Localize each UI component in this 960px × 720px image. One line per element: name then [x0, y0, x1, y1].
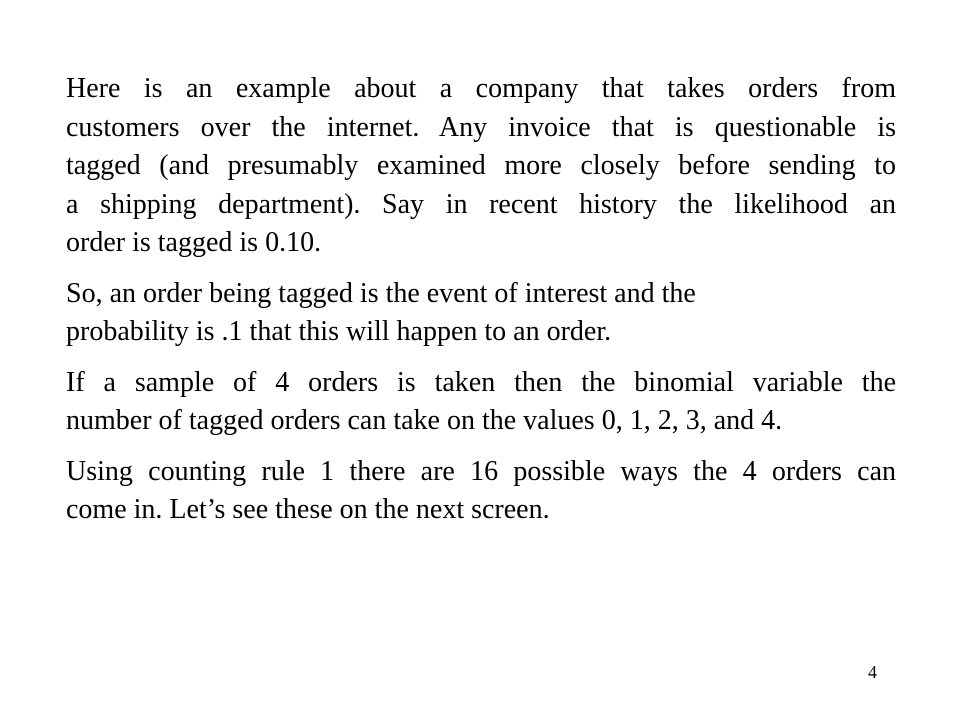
paragraph-event-of-interest: [66, 275, 896, 352]
text-line: come in. Let’s see these on the next screen.: [66, 494, 550, 525]
paragraph-example-intro: [66, 70, 896, 263]
text-line: a shipping department). Say in recent history the likelihood an: [66, 188, 896, 220]
text-line: order is tagged is 0.10.: [66, 227, 322, 258]
page-number: 4: [868, 662, 877, 682]
text-line: probability is .1 that this will happen to an order.: [66, 316, 612, 347]
paragraph-binomial-variable: [66, 364, 896, 441]
text-line: tagged (and presumably examined more closely before sending to: [66, 150, 896, 181]
text-line: customers over the internet. Any invoice that is questionable is: [66, 111, 896, 143]
paragraph-counting-rule: [66, 453, 896, 530]
slide-body: [66, 70, 896, 542]
text-line: number of tagged orders can take on the values 0, 1, 2, 3, and 4.: [66, 405, 783, 436]
text-line: Here is an example about a company that takes orders from: [66, 73, 896, 104]
text-line: So, an order being tagged is the event of interest and the: [66, 277, 696, 309]
text-line: Using counting rule 1 there are 16 possible ways the 4 orders can: [66, 455, 896, 487]
text-line: If a sample of 4 orders is taken then the binomial variable the: [66, 366, 896, 398]
